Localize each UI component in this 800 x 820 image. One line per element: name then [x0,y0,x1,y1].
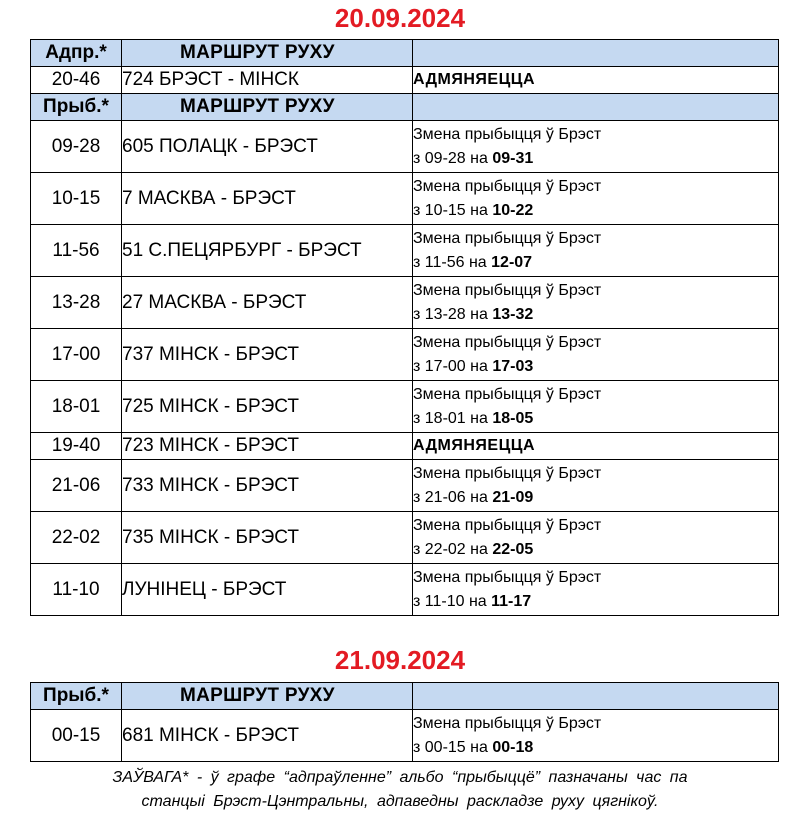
new-arrival-time: 17-03 [492,357,534,375]
arrival-time: 18-01 [31,381,122,433]
change-note-title: Змена прыбыцця ў Брэст [413,385,602,403]
arrival-row [31,121,779,173]
arrival-change-note [413,564,779,616]
old-time-text: з 00-15 на [413,738,493,756]
arrival-change-note [413,121,779,173]
arrival-time: 11-56 [31,225,122,277]
arrival-route: 51 С.ПЕЦЯРБУРГ - БРЭСТ [122,225,413,277]
new-arrival-time: 12-07 [491,253,533,271]
change-note-times [413,590,778,614]
arrival-row [31,460,779,512]
change-note-title: Змена прыбыцця ў Брэст [413,125,602,143]
footnote-line-1: ЗАЎВАГА* - ў графе “адпраўленне” альбо “прыбыццё” пазначаны час па [112,769,688,786]
new-arrival-time: 10-22 [492,201,534,219]
arrival-route: 723 МІНСК - БРЭСТ [122,433,413,460]
arrival-time: 19-40 [31,433,122,460]
arrival-row [31,512,779,564]
new-arrival-time: 11-17 [491,592,532,610]
arrival-route: 681 МІНСК - БРЭСТ [122,710,413,762]
arrival-time: 22-02 [31,512,122,564]
change-note-title: Змена прыбыцця ў Брэст [413,714,602,732]
old-time-text: з 22-02 на [413,540,493,558]
change-note-title: Змена прыбыцця ў Брэст [413,229,602,247]
change-note-title: Змена прыбыцця ў Брэст [413,516,602,534]
change-note-title: Змена прыбыцця ў Брэст [413,177,602,195]
header-note-cell [413,683,779,710]
header-route-label: МАРШРУТ РУХУ [122,94,413,121]
arrival-change-note [413,512,779,564]
arrival-route: 733 МІНСК - БРЭСТ [122,460,413,512]
header-route-label: МАРШРУТ РУХУ [122,683,413,710]
arrival-change-note [413,329,779,381]
arrival-change-note [413,460,779,512]
old-time-text: з 09-28 на [413,149,493,167]
header-departure-label: Адпр.* [31,40,122,67]
departure-status: АДМЯНЯЕЦЦА [413,67,779,94]
new-arrival-time: 22-05 [492,540,534,558]
header-route-label: МАРШРУТ РУХУ [122,40,413,67]
footnote [0,766,800,814]
old-time-text: з 18-01 на [413,409,493,427]
schedule-table-day2 [30,682,779,762]
arrival-route: ЛУНІНЕЦ - БРЭСТ [122,564,413,616]
departure-row [31,67,779,94]
arrival-status: АДМЯНЯЕЦЦА [413,433,779,460]
arrival-route: 27 МАСКВА - БРЭСТ [122,277,413,329]
arrival-change-note [413,225,779,277]
new-arrival-time: 21-09 [492,488,534,506]
header-arrival-label: Прыб.* [31,683,122,710]
new-arrival-time: 18-05 [492,409,534,427]
new-arrival-time: 13-32 [492,305,534,323]
arrival-time: 09-28 [31,121,122,173]
header-note-cell [413,94,779,121]
header-arrival-label: Прыб.* [31,94,122,121]
arrival-time: 13-28 [31,277,122,329]
change-note-times [413,407,778,431]
new-arrival-time: 00-18 [492,738,534,756]
arrival-row [31,564,779,616]
change-note-times [413,355,778,379]
new-arrival-time: 09-31 [492,149,534,167]
arrivals-header-row [31,94,779,121]
arrival-route: 725 МІНСК - БРЭСТ [122,381,413,433]
departure-route: 724 БРЭСТ - МІНСК [122,67,413,94]
arrival-row [31,225,779,277]
change-note-times [413,147,778,171]
arrival-route: 605 ПОЛАЦК - БРЭСТ [122,121,413,173]
change-note-times [413,303,778,327]
change-note-times [413,199,778,223]
arrival-route: 7 МАСКВА - БРЭСТ [122,173,413,225]
old-time-text: з 13-28 на [413,305,493,323]
arrival-row [31,277,779,329]
old-time-text: з 21-06 на [413,488,493,506]
change-note-times [413,736,778,760]
arrivals-header-row [31,683,779,710]
arrival-row [31,433,779,460]
arrival-time: 17-00 [31,329,122,381]
header-note-cell [413,40,779,67]
change-note-title: Змена прыбыцця ў Брэст [413,333,602,351]
arrival-time: 10-15 [31,173,122,225]
arrival-route: 735 МІНСК - БРЭСТ [122,512,413,564]
change-note-title: Змена прыбыцця ў Брэст [413,281,602,299]
arrival-change-note [413,173,779,225]
arrival-row [31,329,779,381]
departure-time: 20-46 [31,67,122,94]
arrival-row [31,381,779,433]
arrival-row [31,173,779,225]
arrival-change-note [413,277,779,329]
arrival-route: 737 МІНСК - БРЭСТ [122,329,413,381]
date-title-day2: 21.09.2024 [334,645,466,675]
schedule-table-day1 [30,39,779,616]
old-time-text: з 11-56 на [413,253,492,271]
arrival-time: 00-15 [31,710,122,762]
change-note-times [413,538,778,562]
arrival-time: 21-06 [31,460,122,512]
old-time-text: з 17-00 на [413,357,493,375]
departures-header-row [31,40,779,67]
date-title-day1: 20.09.2024 [334,3,466,33]
arrival-row [31,710,779,762]
change-note-title: Змена прыбыцця ў Брэст [413,464,602,482]
change-note-times [413,251,778,275]
footnote-line-2: станцыі Брэст-Цэнтральны, адпаведны раскладзе руху цягнікоў. [141,793,659,810]
old-time-text: з 10-15 на [413,201,493,219]
arrival-change-note [413,381,779,433]
change-note-times [413,486,778,510]
arrival-time: 11-10 [31,564,122,616]
arrival-change-note [413,710,779,762]
change-note-title: Змена прыбыцця ў Брэст [413,568,602,586]
old-time-text: з 11-10 на [413,592,492,610]
